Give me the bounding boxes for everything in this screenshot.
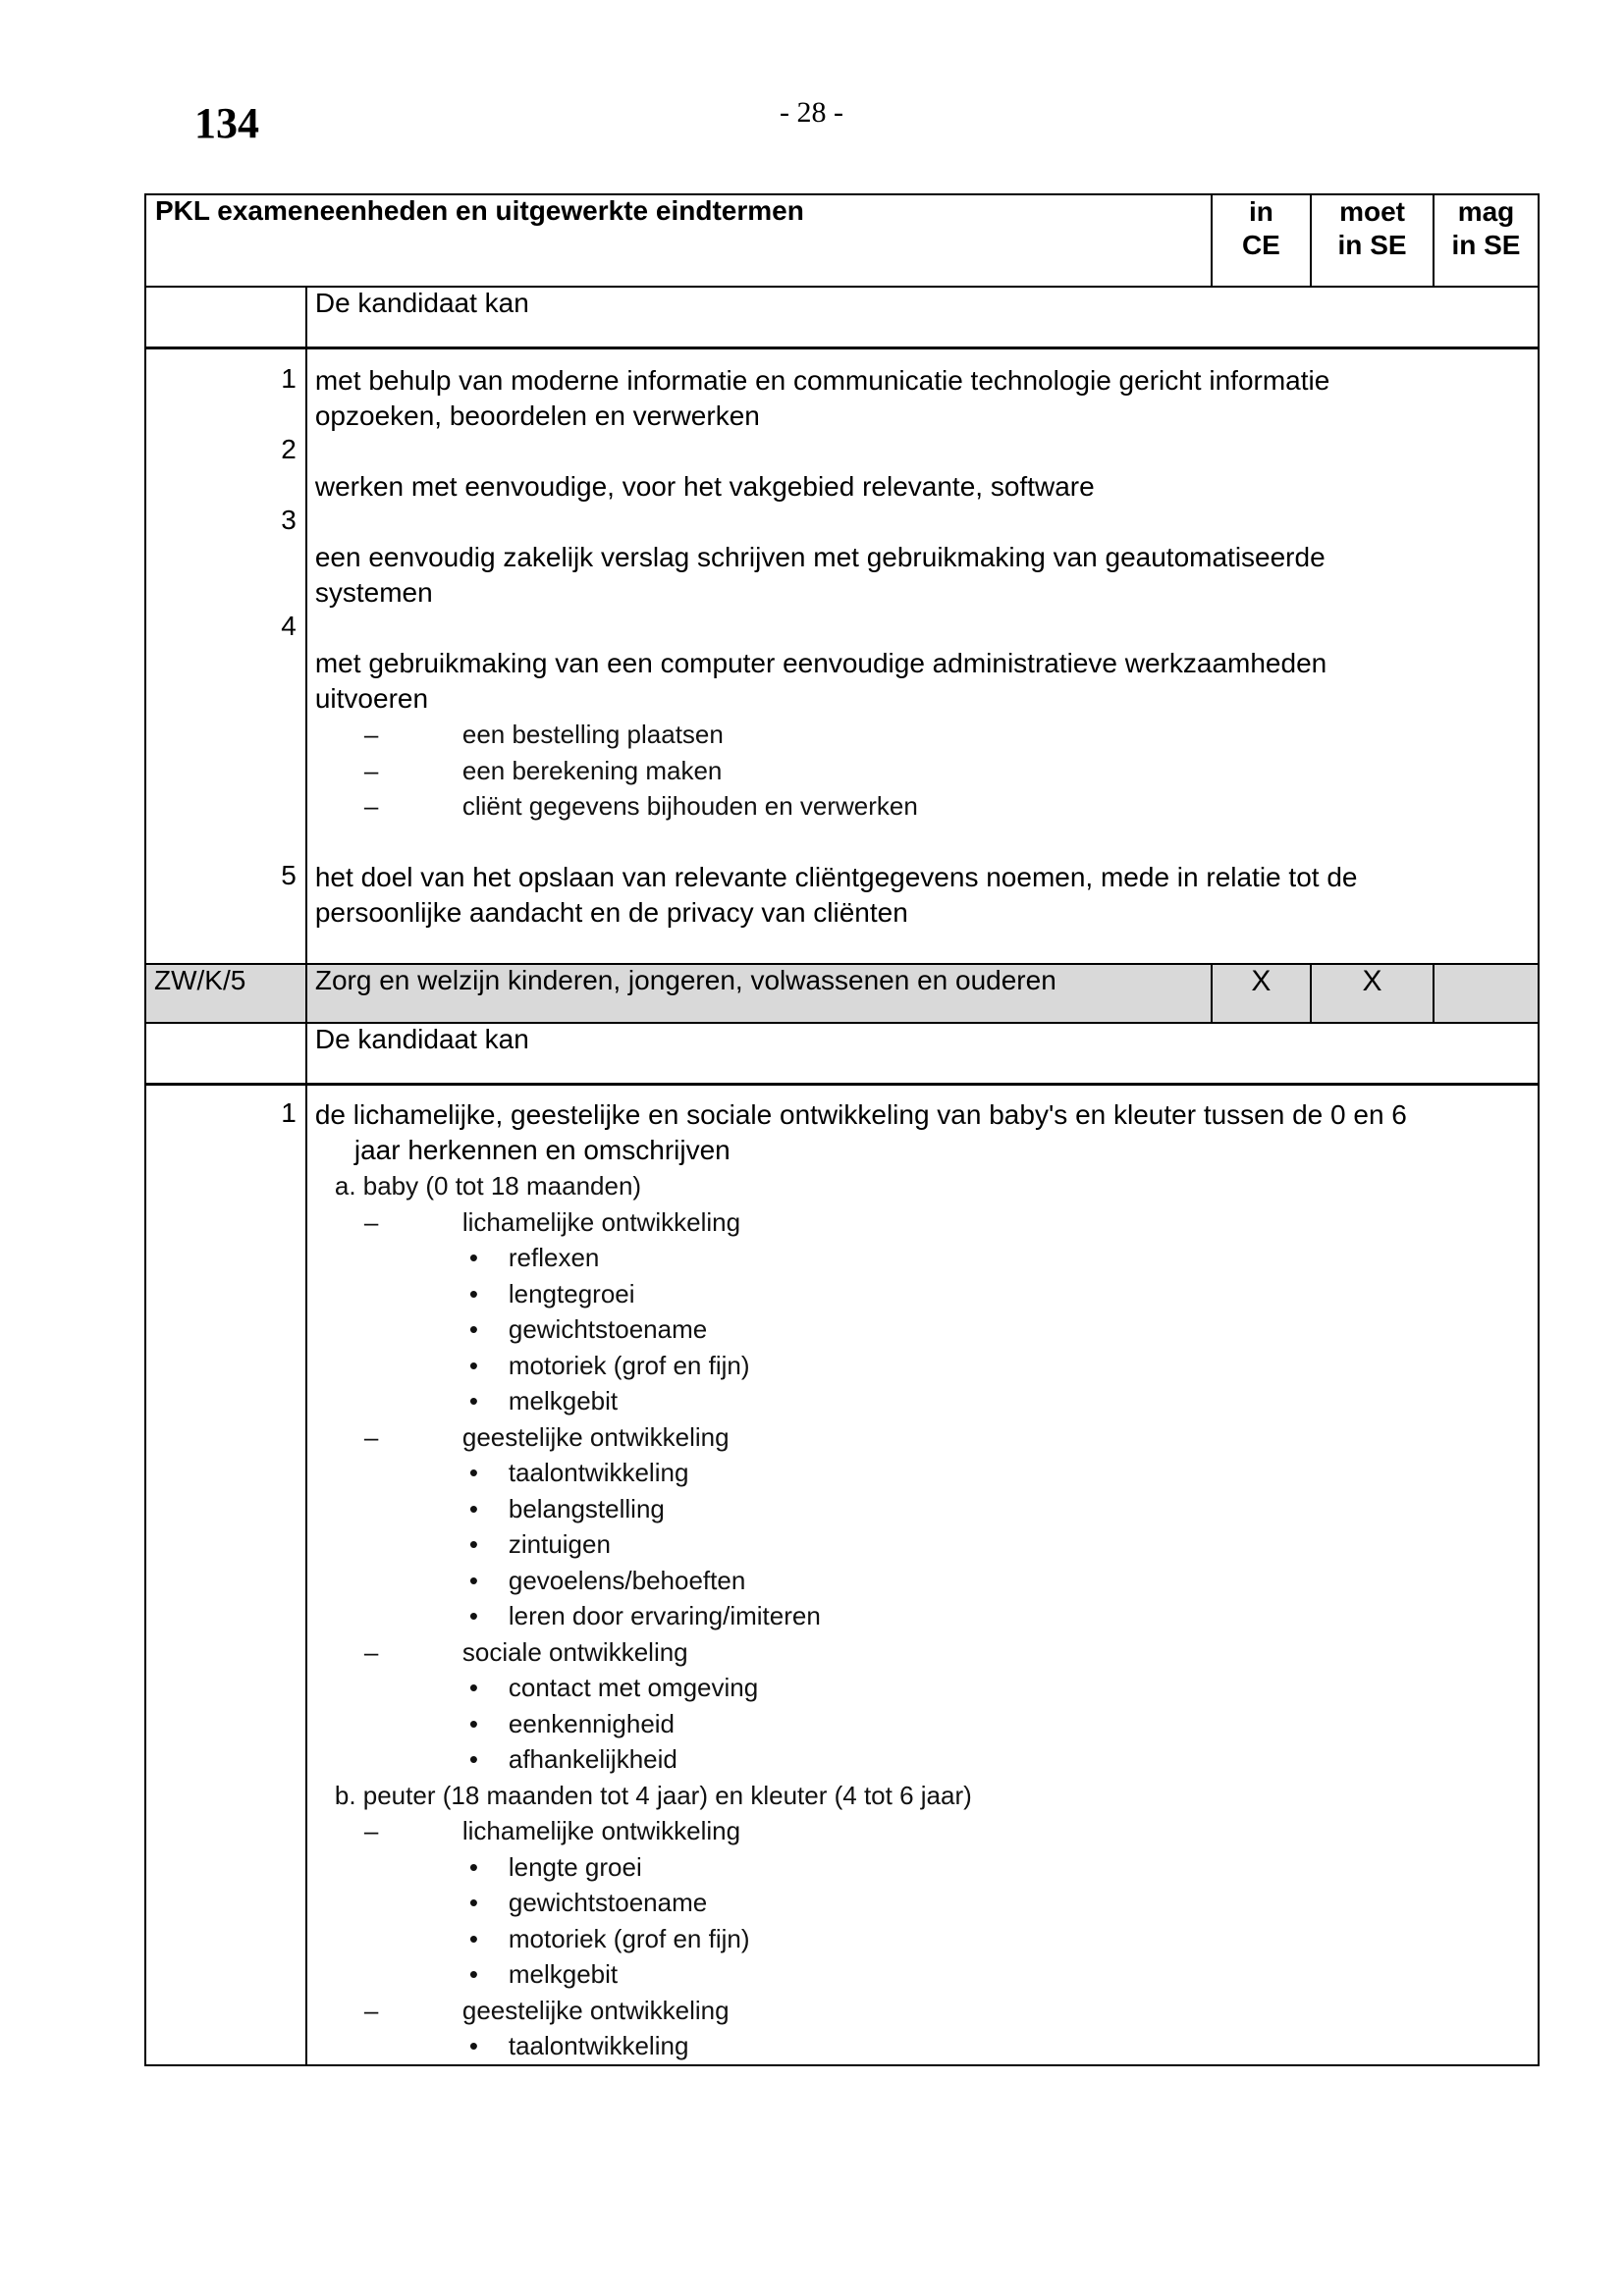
list-item: werken met eenvoudige, voor het vakgebied relevante, software: [314, 471, 1095, 502]
bullet-item: • melkgebit: [468, 1386, 619, 1415]
list-item: met behulp van moderne informatie en communicatie technologie gericht informatie opzoeken, beoordelen en verwerken: [314, 365, 1330, 431]
bullet-item: • zintuigen: [468, 1529, 611, 1559]
empty-code-cell: [145, 287, 306, 348]
bullet-item: • belangstelling: [468, 1493, 665, 1523]
bullet-item: • lengtegroei: [468, 1278, 635, 1308]
intro-row: [145, 1023, 1539, 1085]
bullet-item: • taalontwikkeling: [468, 2031, 689, 2060]
col-header-mag-in-se: mag in SE: [1434, 194, 1539, 287]
bullet-item: • lengte groei: [468, 1851, 642, 1882]
unit-title: Zorg en welzijn kinderen, jongeren, volwassenen en ouderen: [306, 964, 1212, 1023]
page-folio: - 28 -: [780, 96, 843, 129]
bullet-item: • motoriek (grof en fijn): [468, 1350, 750, 1380]
table-header-row: [145, 194, 1539, 287]
mag-in-se-mark: [1434, 964, 1539, 1023]
bullet-item: • reflexen: [468, 1243, 600, 1272]
col-header-in-ce: in CE: [1212, 194, 1311, 287]
list-item: het doel van het opslaan van relevante cliëntgegevens noemen, mede in relatie tot de persoonlijke aandacht en de privacy van cliënten: [314, 861, 1358, 928]
list-item: de lichamelijke, geestelijke en sociale ontwikkeling van baby's en kleuter tussen de 0 en 6 jaar herkennen en omschrijven: [314, 1099, 1407, 1165]
item-number: 5: [281, 860, 297, 890]
exam-units-table: [144, 193, 1540, 2066]
item-number-column: [145, 1085, 306, 2065]
bullet-item: • leren door ervaring/imiteren: [468, 1601, 821, 1630]
bullet-item: • taalontwikkeling: [468, 1458, 689, 1487]
bullet-item: • gewichtstoename: [468, 1888, 708, 1917]
bullet-item: • gevoelens/behoeften: [468, 1565, 746, 1595]
sub-item: – geestelijke ontwikkeling: [363, 1421, 730, 1452]
intro-row: [145, 287, 1539, 348]
sub-item: – geestelijke ontwikkeling: [363, 1995, 730, 2025]
bullet-item: • contact met omgeving: [468, 1673, 759, 1702]
item-number-column: [145, 348, 306, 965]
item-number: 4: [281, 611, 297, 641]
bullet-item: • afhankelijkheid: [468, 1744, 677, 1774]
bullet-item: • eenkennigheid: [468, 1708, 676, 1738]
age-group-b: b. peuter (18 maanden tot 4 jaar) en kleuter (4 tot 6 jaar): [334, 1780, 972, 1810]
moet-in-se-mark: X: [1311, 964, 1434, 1023]
bullet-item: • gewichtstoename: [468, 1314, 708, 1344]
intro-text: De kandidaat kan: [306, 287, 1539, 348]
unit-row: [145, 964, 1539, 1023]
empty-code-cell: [145, 1023, 306, 1085]
item-number: 3: [281, 505, 297, 535]
unit-code: ZW/K/5: [145, 964, 306, 1023]
bullet-item: • melkgebit: [468, 1959, 619, 1989]
sub-item: – cliënt gegevens bijhouden en verwerken: [363, 791, 918, 821]
sub-item: – een bestelling plaatsen: [363, 720, 724, 749]
age-group-a: a. baby (0 tot 18 maanden): [334, 1171, 642, 1201]
list-item: een eenvoudig zakelijk verslag schrijven met gebruikmaking van geautomatiseerde systemen: [314, 542, 1326, 608]
item-number: 2: [281, 434, 297, 464]
intro-text: De kandidaat kan: [306, 1023, 1539, 1085]
section1-items: [306, 348, 1539, 965]
col-header-moet-in-se: moet in SE: [1311, 194, 1434, 287]
section2-items: [306, 1085, 1539, 2065]
sub-item: – lichamelijke ontwikkeling: [363, 1816, 741, 1845]
section1-body-row: [145, 348, 1539, 965]
sub-item: – lichamelijke ontwikkeling: [363, 1206, 741, 1237]
table-title: PKL exameneenheden en uitgewerkte eindtermen: [145, 194, 1212, 287]
bullet-item: • motoriek (grof en fijn): [468, 1923, 750, 1953]
item-number: 1: [281, 363, 297, 394]
sub-item: – een berekening maken: [363, 755, 723, 785]
item-number: 1: [281, 1097, 297, 1128]
list-item: met gebruikmaking van een computer eenvoudige administratieve werkzaamheden uitvoeren – een bestelling plaatsen – een berekening maken – cliënt gegevens bijhouden en verwerken: [315, 646, 1538, 825]
sub-item: – sociale ontwikkeling: [363, 1636, 688, 1667]
section2-body-row: [145, 1085, 1539, 2065]
in-ce-mark: X: [1212, 964, 1311, 1023]
page-number: 134: [194, 99, 259, 147]
